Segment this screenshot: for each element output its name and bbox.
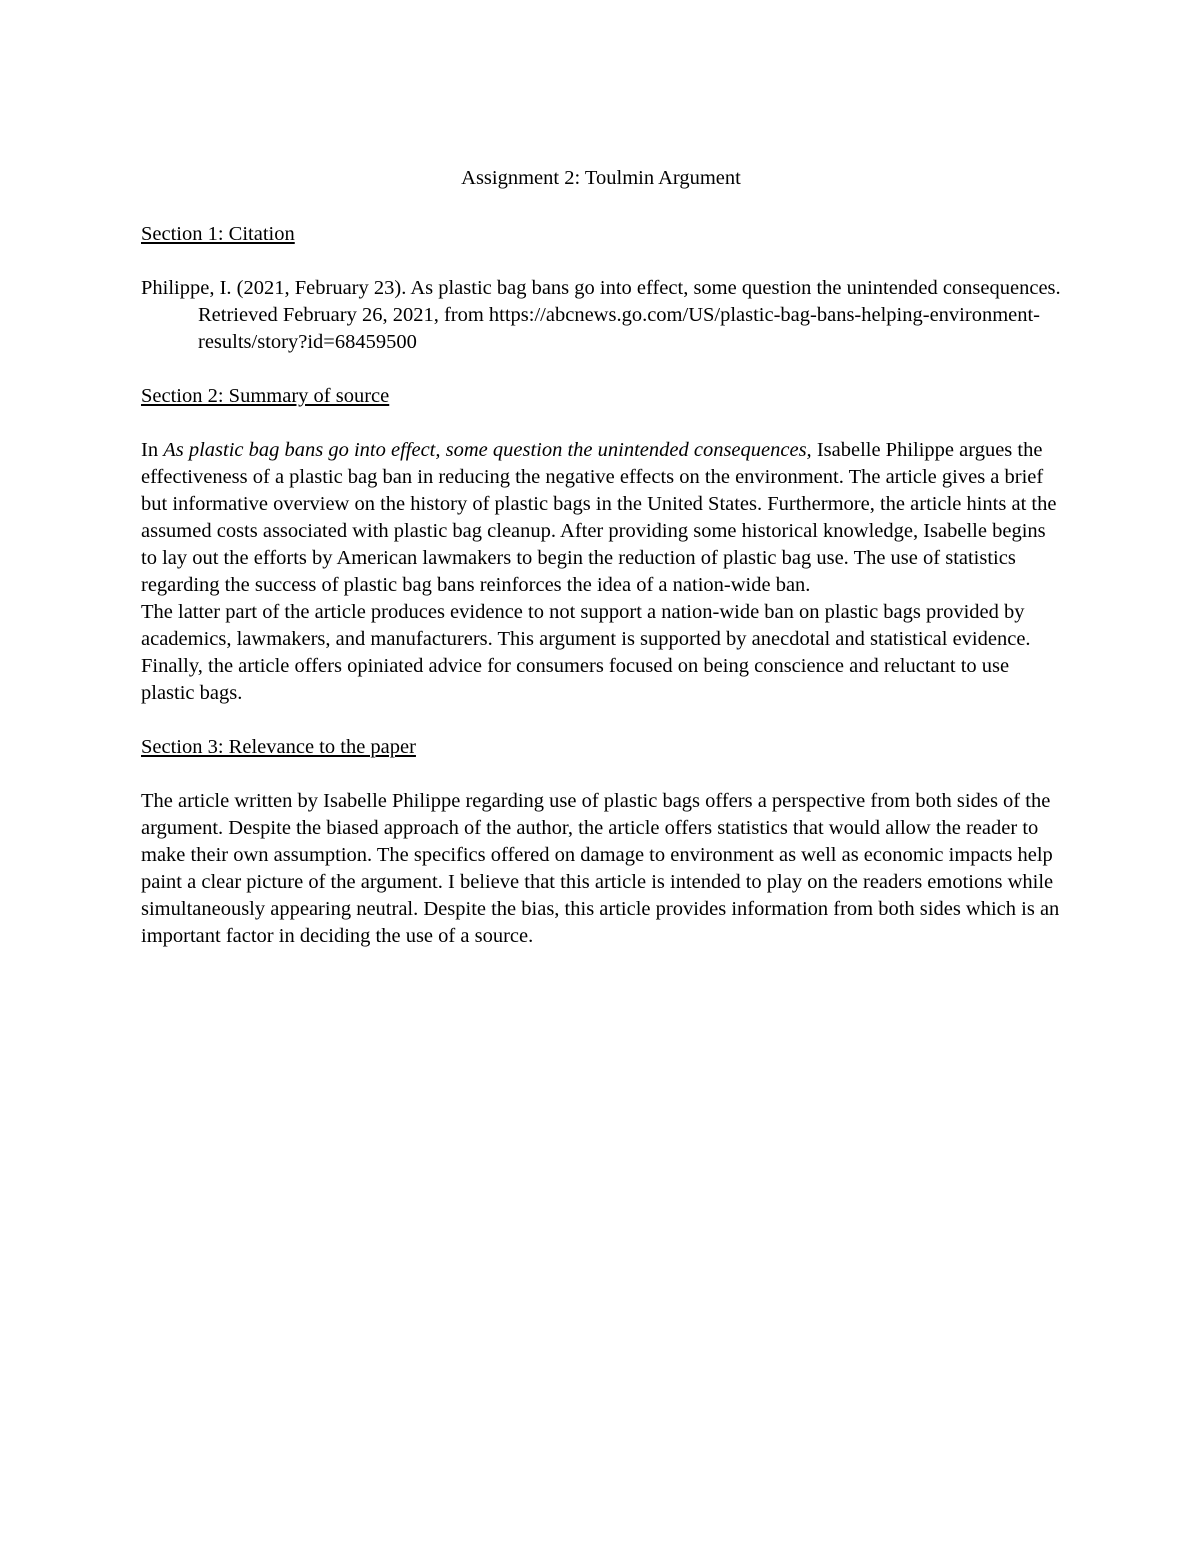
section-1-heading: Section 1: Citation [141, 223, 295, 245]
summary-prefix: In [141, 439, 164, 461]
summary-paragraph-1 [141, 437, 1061, 599]
summary-paragraph-2: The latter part of the article produces evidence to not support a nation-wide ban on plastic bags provided by academics, lawmakers, and manufacturers. This argument is supported by anecdotal and statistical evidence. Finally, the article offers opiniated advice for consumers focused on being conscience and reluctant to use plastic bags. [141, 601, 1031, 704]
section-spacer [141, 707, 1061, 734]
citation-entry: Philippe, I. (2021, February 23). As plastic bag bans go into effect, some question the unintended consequences. Retrieved February 26, 2021, from https://abcnews.go.com/US/plastic-bag-bans-helping-environment-results/story?id=68459500 [141, 277, 1061, 353]
document-title: Assignment 2: Toulmin Argument [461, 167, 741, 189]
section-2-heading: Section 2: Summary of source [141, 385, 390, 407]
summary-text: Isabelle Philippe argues the effectiveness of a plastic bag ban in reducing the negative effects on the environment. The article gives a brief but informative overview on the history of plastic bags in the United States. Furthermore, the article hints at the assumed costs associated with plastic bag cleanup. After providing some historical knowledge, Isabelle begins to lay out the efforts by American lawmakers to begin the reduction of plastic bag use. The use of statistics regarding the success of plastic bag bans reinforces the idea of a nation-wide ban. [141, 439, 1057, 596]
document-body [141, 165, 1061, 950]
relevance-paragraph: The article written by Isabelle Philippe regarding use of plastic bags offers a perspective from both sides of the argument. Despite the biased approach of the author, the article offers statistics that would allow the reader to make their own assumption. The specifics offered on damage to environment as well as economic impacts help paint a clear picture of the argument. I believe that this article is intended to play on the readers emotions while simultaneously appearing neutral. Despite the bias, this article provides information from both sides which is an important factor in deciding the use of a source. [141, 790, 1060, 947]
article-title-italic: As plastic bag bans go into effect, some question the unintended consequences, [163, 439, 812, 461]
section-3-heading: Section 3: Relevance to the paper [141, 736, 416, 758]
